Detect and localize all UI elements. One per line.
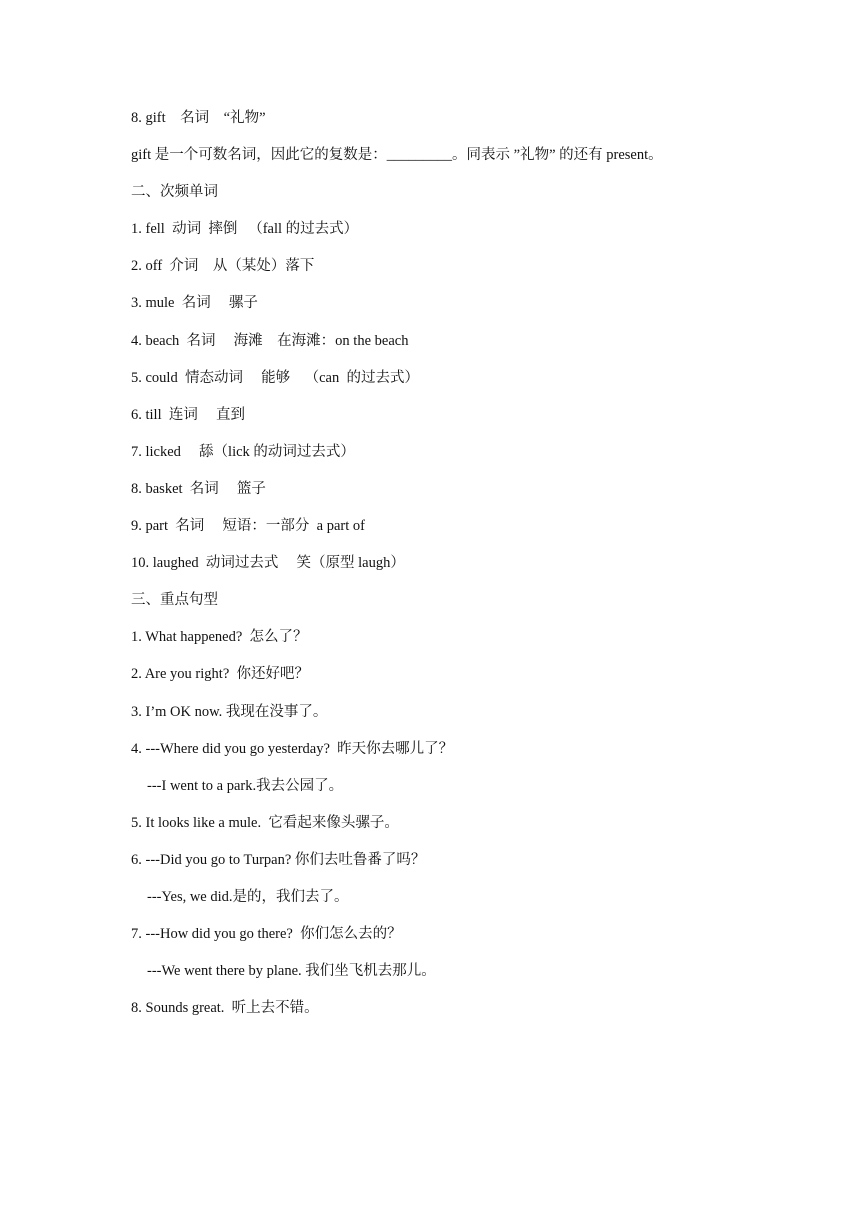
document-body bbox=[131, 108, 811, 1035]
text-line: ---We went there by plane. 我们坐飞机去那儿。 bbox=[147, 963, 436, 980]
text-line: 4. ---Where did you go yesterday? 昨天你去哪儿了？ bbox=[131, 740, 454, 757]
text-line: 6. till 连词 直到 bbox=[131, 406, 245, 423]
text-line: 9. part 名词 短语：一部分 a part of bbox=[131, 518, 365, 535]
text-line: ---I went to a park.我去公园了。 bbox=[147, 777, 344, 794]
text-line: 3. I’m OK now. 我现在没事了。 bbox=[131, 703, 328, 720]
section-heading: 三、重点句型 bbox=[131, 592, 218, 609]
text-line: 8. Sounds great. 听上去不错。 bbox=[131, 1000, 319, 1017]
text-line: 6. ---Did you go to Turpan? 你们去吐鲁番了吗？ bbox=[131, 851, 426, 868]
text-line: ---Yes, we did.是的，我们去了。 bbox=[147, 888, 349, 905]
text-line: 7. licked 舔（lick 的动词过去式） bbox=[131, 443, 355, 460]
text-line: 5. It looks like a mule. 它看起来像头骡子。 bbox=[131, 814, 399, 831]
text-line: 1. fell 动词 摔倒 （fall 的过去式） bbox=[131, 221, 359, 238]
text-line: 1. What happened? 怎么了？ bbox=[131, 629, 308, 646]
text-line: 7. ---How did you go there? 你们怎么去的？ bbox=[131, 926, 402, 943]
text-line: 2. Are you right? 你还好吧？ bbox=[131, 666, 310, 683]
section-heading: 二、次频单词 bbox=[131, 184, 218, 201]
text-line: 3. mule 名词 骡子 bbox=[131, 295, 258, 312]
text-line: 8. gift 名词 “礼物” bbox=[131, 110, 266, 126]
text-line: 8. basket 名词 篮子 bbox=[131, 480, 266, 497]
text-line: 5. could 情态动词 能够 （can 的过去式） bbox=[131, 369, 419, 386]
text-line: gift 是一个可数名词，因此它的复数是：_________。同表示 ”礼物” 的还有 present。 bbox=[131, 147, 663, 164]
text-line: 10. laughed 动词过去式 笑（原型 laugh） bbox=[131, 555, 405, 572]
text-line: 2. off 介词 从（某处）落下 bbox=[131, 258, 315, 275]
text-line: 4. beach 名词 海滩 在海滩：on the beach bbox=[131, 332, 409, 349]
